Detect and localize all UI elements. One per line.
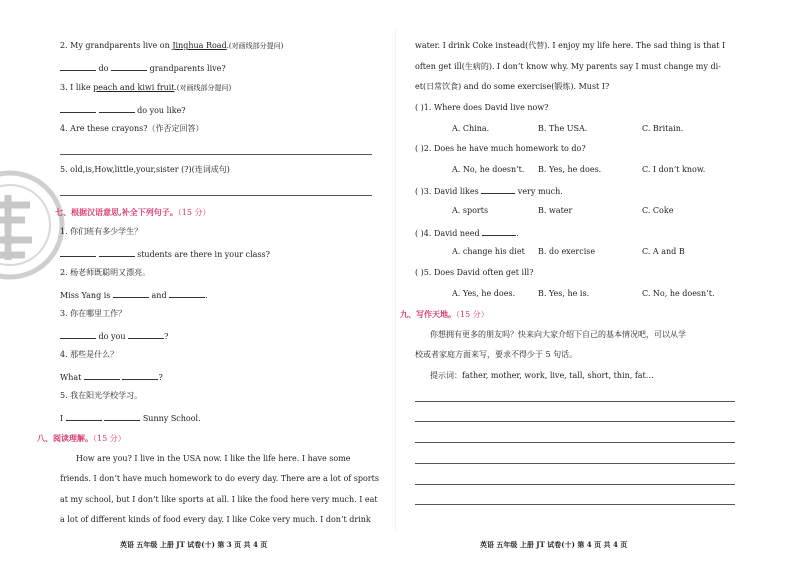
option-c: C. No, he doesn’t.: [642, 289, 715, 298]
option-a: A. China.: [452, 124, 490, 133]
option-c: C. A and B: [642, 247, 685, 256]
blank[interactable]: [99, 248, 135, 257]
s7-q5-answer: I Sunny School.: [60, 414, 201, 423]
passage-line: often get ill(生病的). I don’t know why. My parents say I must change my di-: [415, 62, 721, 71]
passage-line: friends. I don’t have much homework to do every day. There are a lot of sports: [60, 474, 379, 483]
blank[interactable]: [482, 227, 516, 236]
blank[interactable]: [60, 104, 96, 113]
question-4: ( )4. David need .: [415, 229, 519, 238]
blank[interactable]: [60, 248, 96, 257]
blank[interactable]: [128, 330, 164, 339]
option-b: B. Yes, he is.: [538, 289, 590, 298]
s7-q1-answer: students are there in your class?: [60, 248, 270, 260]
s7-q5: 5. 我在阳光学校学习。: [60, 391, 143, 400]
s1-q5: 5. old,is,How,little,your,sister (?)(连词成句): [60, 165, 230, 174]
answer-paren[interactable]: ( ): [415, 187, 424, 196]
answer-line[interactable]: [60, 154, 372, 155]
s1-q3-answer: do you like?: [60, 104, 186, 116]
question-5: ( )5. Does David often get ill?: [415, 268, 534, 277]
blank[interactable]: [113, 289, 149, 298]
writing-line[interactable]: [415, 421, 735, 422]
answer-paren[interactable]: ( ): [415, 229, 424, 238]
writing-line[interactable]: [415, 504, 735, 505]
writing-prompt: 你想拥有更多的朋友吗？快来向大家介绍下自己的基本情况吧，可以从学: [430, 330, 686, 339]
option-b: B. do exercise: [538, 247, 596, 256]
option-b: B. Yes, he does.: [538, 165, 602, 174]
blank[interactable]: [60, 330, 96, 339]
s1-q2: 2. My grandparents live on Jinghua Road.(对画线部分提问): [60, 41, 284, 50]
s7-q1: 1. 你们班有多少学生？: [60, 227, 143, 236]
s1-q3: 3. I like peach and kiwi fruit.(对画线部分提问): [60, 83, 232, 92]
option-c: C. I don’t know.: [642, 165, 706, 174]
s7-q4: 4. 那些是什么？: [60, 350, 119, 359]
s7-q3: 3. 你在哪里工作？: [60, 309, 127, 318]
writing-line[interactable]: [415, 401, 735, 402]
s7-q3-answer: do you ?: [60, 330, 168, 342]
question-2: ( )2. Does he have much homework to do?: [415, 144, 586, 153]
section-7-title: 七、根据汉语意思,补全下列句子。（15 分）: [55, 207, 211, 217]
section-9-title: 九、写作天地。（15 分）: [400, 309, 489, 319]
footer-left: 英语 五年级 上册 JT 试卷(十) 第 3 页 共 4 页: [120, 540, 268, 549]
section-8-title: 八、阅读理解。（15 分）: [37, 433, 126, 443]
page-divider: [395, 30, 396, 530]
blank[interactable]: [122, 371, 158, 380]
writing-line[interactable]: [415, 463, 735, 464]
answer-line[interactable]: [60, 195, 372, 196]
blank[interactable]: [111, 62, 147, 71]
blank[interactable]: [169, 289, 205, 298]
question-3: ( )3. David likes very much.: [415, 187, 563, 196]
writing-line[interactable]: [415, 484, 735, 485]
blank[interactable]: [481, 185, 515, 194]
passage-line: water. I drink Coke instead(代替). I enjoy my life here. The sad thing is that I: [415, 41, 726, 50]
option-c: C. Britain.: [642, 124, 684, 133]
answer-paren[interactable]: ( ): [415, 144, 424, 153]
option-a: A. No, he doesn’t.: [452, 165, 525, 174]
footer-right: 英语 五年级 上册 JT 试卷(十) 第 4 页 共 4 页: [480, 540, 628, 549]
passage-line: et(日常饮食) and do some exercise(锻炼). Must I?: [415, 82, 610, 91]
answer-paren[interactable]: ( ): [415, 103, 424, 112]
option-c: C. Coke: [642, 206, 674, 215]
blank[interactable]: [84, 371, 120, 380]
seal-stamp: [0, 165, 80, 285]
blank[interactable]: [104, 412, 140, 421]
passage-line: a lot of different kinds of food every day. I like Coke very much. I don’t drink: [60, 515, 371, 524]
option-a: A. Yes, he does.: [452, 289, 516, 298]
s1-q4: 4. Are these crayons?（作否定回答）: [60, 124, 204, 133]
option-b: B. water: [538, 206, 573, 215]
s7-q4-answer: What ?: [60, 373, 163, 382]
passage-line: at my school, but I don’t like sports at all. I like the food here very much. I eat: [60, 495, 378, 504]
s1-q2-answer: do grandparents live?: [60, 62, 226, 74]
s7-q2: 2. 杨老师既聪明又漂亮。: [60, 268, 151, 277]
writing-prompt: 校或者家庭方面来写，要求不得少于 5 句话。: [415, 350, 578, 359]
question-1: ( )1. Where does David live now?: [415, 103, 549, 112]
writing-line[interactable]: [415, 442, 735, 443]
option-b: B. The USA.: [538, 124, 588, 133]
answer-paren[interactable]: ( ): [415, 268, 424, 277]
blank[interactable]: [99, 104, 135, 113]
s7-q2-answer: Miss Yang is and .: [60, 291, 208, 300]
option-a: A. change his diet: [452, 247, 525, 256]
blank[interactable]: [66, 412, 102, 421]
blank[interactable]: [60, 62, 96, 71]
option-a: A. sports: [452, 206, 489, 215]
hint-words: 提示词：father, mother, work, live, tall, short, thin, fat…: [430, 371, 654, 380]
passage-line: How are you? I live in the USA now. I like the life here. I have some: [76, 454, 351, 463]
